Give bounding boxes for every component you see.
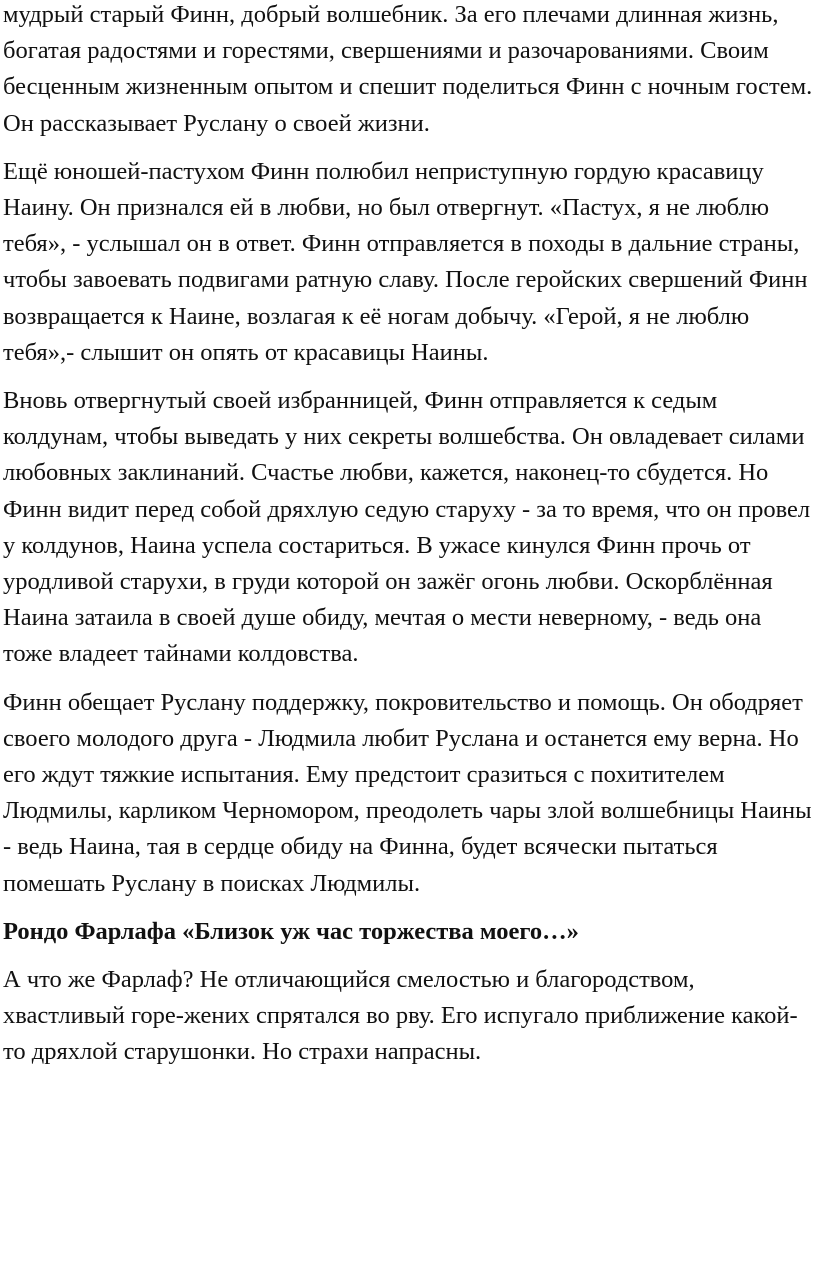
paragraph-finn-promise: Финн обещает Руслану поддержку, покровительство и помощь. Он ободряет своего молодого друга - Людмила любит Руслана и останется ему верна. Но его ждут тяжкие испытания. Ему предстоит сразиться с похитителем Людмилы, карликом Черномором, преодолеть чары злой волшебницы Наины - ведь Наина, тая в сердце обиду на Финна, будет всячески пытаться помешать Руслану в поисках Людмилы. bbox=[3, 688, 812, 897]
paragraph-finn-intro: мудрый старый Финн, добрый волшебник. За его плечами длинная жизнь, богатая радостями и горестями, свершениями и разочарованиями. Своим бесценным жизненным опытом и спешит поделиться Финн с ночным гостем. Он рассказывает Руслану о своей жизни. bbox=[3, 1, 813, 137]
paragraph-finn-sorcerers: Вновь отвергнутый своей избранницей, Финн отправляется к седым колдунам, чтобы выведать у них секреты волшебства. Он овладевает силами любовных заклинаний. Счастье любви, кажется, наконец-то сбудется. Но Финн видит перед собой дряхлую седую старуху - за то время, что он провел у колдунов, Наина успела состариться. В ужасе кинулся Финн прочь от уродливой старухи, в груди которой он зажёг огонь любви. Оскорблённая Наина затаила в своей душе обиду, мечтая о мести неверному, - ведь она тоже владеет тайнами колдовства. bbox=[3, 387, 811, 668]
section-heading: Рондо Фарлафа «Близок уж час торжества моего…» bbox=[3, 917, 579, 945]
paragraph-finn-naina-youth: Ещё юношей-пастухом Финн полюбил неприступную гордую красавицу Наину. Он признался ей в любви, но был отвергнут. «Пастух, я не люблю тебя», - услышал он в ответ. Финн отправляется в походы в дальние страны, чтобы завоевать подвигами ратную славу. После геройских свершений Финн возвращается к Наине, возлагая к её ногам добычу. «Герой, я не люблю тебя»,- слышит он опять от красавицы Наины. bbox=[3, 157, 808, 366]
paragraph-farlaf: А что же Фарлаф? Не отличающийся смелостью и благородством, хвастливый горе-жених спрятался во рву. Его испугало приближение какой-то дряхлой старушонки. Но страхи напрасны. bbox=[3, 966, 798, 1066]
